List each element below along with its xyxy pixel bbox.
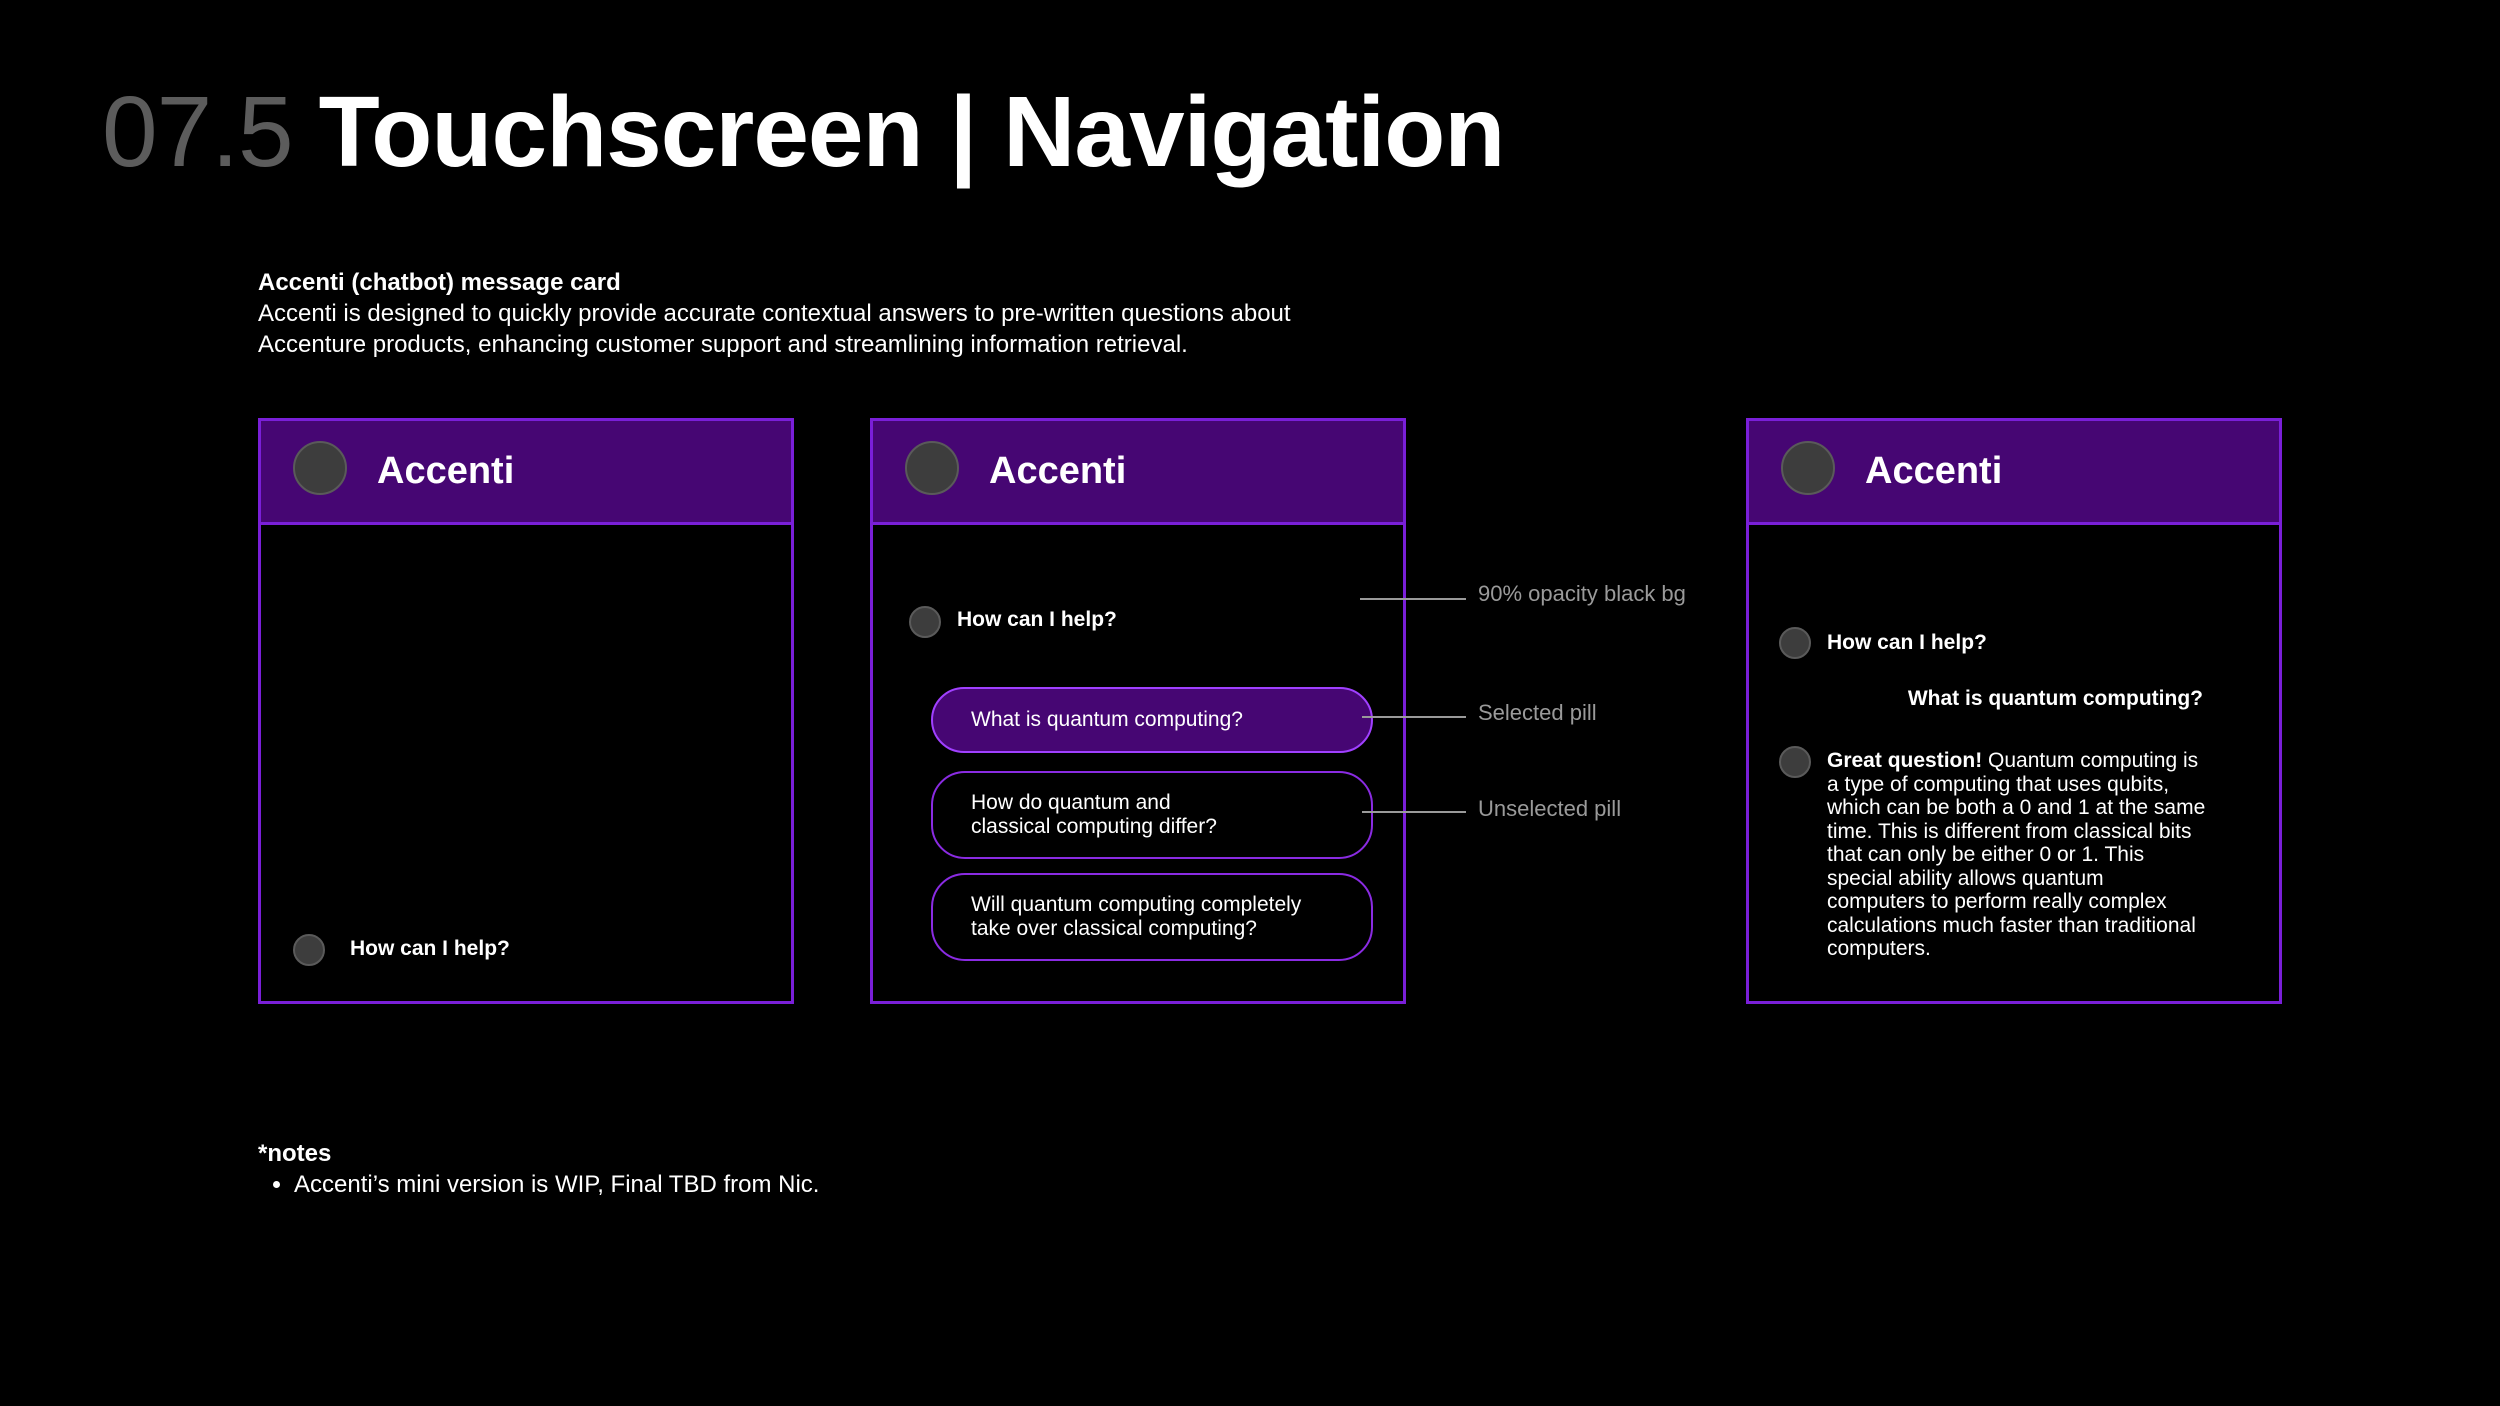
pill-label bbox=[971, 708, 1243, 732]
bot-avatar-icon bbox=[1779, 746, 1811, 778]
avatar-icon bbox=[1781, 441, 1835, 495]
intro-heading: Accenti (chatbot) message card bbox=[258, 269, 621, 296]
section-number: 07.5 bbox=[102, 76, 293, 188]
bot-avatar-icon bbox=[1779, 627, 1811, 659]
quick-reply-pill-selected[interactable] bbox=[931, 687, 1373, 753]
quick-reply-pill[interactable] bbox=[931, 771, 1373, 859]
card-title: Accenti bbox=[989, 450, 1127, 492]
card-title: Accenti bbox=[377, 450, 515, 492]
intro-description-line-2: Accenture products, enhancing customer support and streamlining information retrieval. bbox=[258, 331, 1188, 358]
bot-prompt: How can I help? bbox=[1827, 631, 1987, 654]
quick-reply-pill[interactable] bbox=[931, 873, 1373, 961]
notes-list bbox=[258, 1169, 819, 1200]
card-header bbox=[1749, 421, 2279, 525]
card-title: Accenti bbox=[1865, 450, 2003, 492]
pill-label-line: take over classical computing? bbox=[971, 917, 1257, 940]
annotation-background: 90% opacity black bg bbox=[1478, 581, 1686, 606]
pill-label bbox=[971, 893, 1301, 941]
page-title bbox=[102, 72, 1504, 192]
pill-label-line: What is quantum computing? bbox=[971, 708, 1243, 731]
chat-card-empty bbox=[258, 418, 794, 1004]
notes-block bbox=[258, 1138, 819, 1200]
annotation-selected-pill: Selected pill bbox=[1478, 700, 1597, 725]
avatar-icon bbox=[293, 441, 347, 495]
notes-heading: *notes bbox=[258, 1140, 332, 1167]
pill-label-line: classical computing differ? bbox=[971, 815, 1217, 838]
pill-label-line: How do quantum and bbox=[971, 791, 1171, 814]
card-header bbox=[261, 421, 791, 525]
answer-body: Quantum computing is a type of computing that uses qubits, which can be both a 0 and 1 at the same time. This is different from classical bits that can only be either 0 or 1. This special ability allows quantum computers to perform really complex calculations much faster than traditional computers. bbox=[1827, 749, 2206, 960]
bot-answer bbox=[1827, 749, 2207, 961]
bot-prompt: How can I help? bbox=[350, 937, 510, 960]
intro-block bbox=[258, 267, 1458, 360]
annotation-line-background bbox=[1360, 598, 1466, 600]
bot-avatar-icon bbox=[293, 934, 325, 966]
note-item: • Accenti’s mini version is WIP, Final TBD from Nic. bbox=[294, 1169, 819, 1200]
annotation-line-unselected bbox=[1362, 811, 1466, 813]
avatar-icon bbox=[905, 441, 959, 495]
page-title-text: Touchscreen | Navigation bbox=[318, 76, 1505, 188]
bot-avatar-icon bbox=[909, 606, 941, 638]
chat-card-answer bbox=[1746, 418, 2282, 1004]
chat-card-pills bbox=[870, 418, 1406, 1004]
pill-label bbox=[971, 791, 1217, 839]
annotation-unselected-pill: Unselected pill bbox=[1478, 796, 1622, 821]
intro-description-line-1: Accenti is designed to quickly provide accurate contextual answers to pre-written questions about bbox=[258, 300, 1291, 327]
user-message: What is quantum computing? bbox=[1907, 687, 2203, 710]
annotation-line-selected bbox=[1362, 716, 1466, 718]
card-header bbox=[873, 421, 1403, 525]
answer-lead: Great question! bbox=[1827, 749, 1983, 772]
bot-prompt: How can I help? bbox=[957, 608, 1117, 631]
pill-label-line: Will quantum computing completely bbox=[971, 893, 1302, 916]
